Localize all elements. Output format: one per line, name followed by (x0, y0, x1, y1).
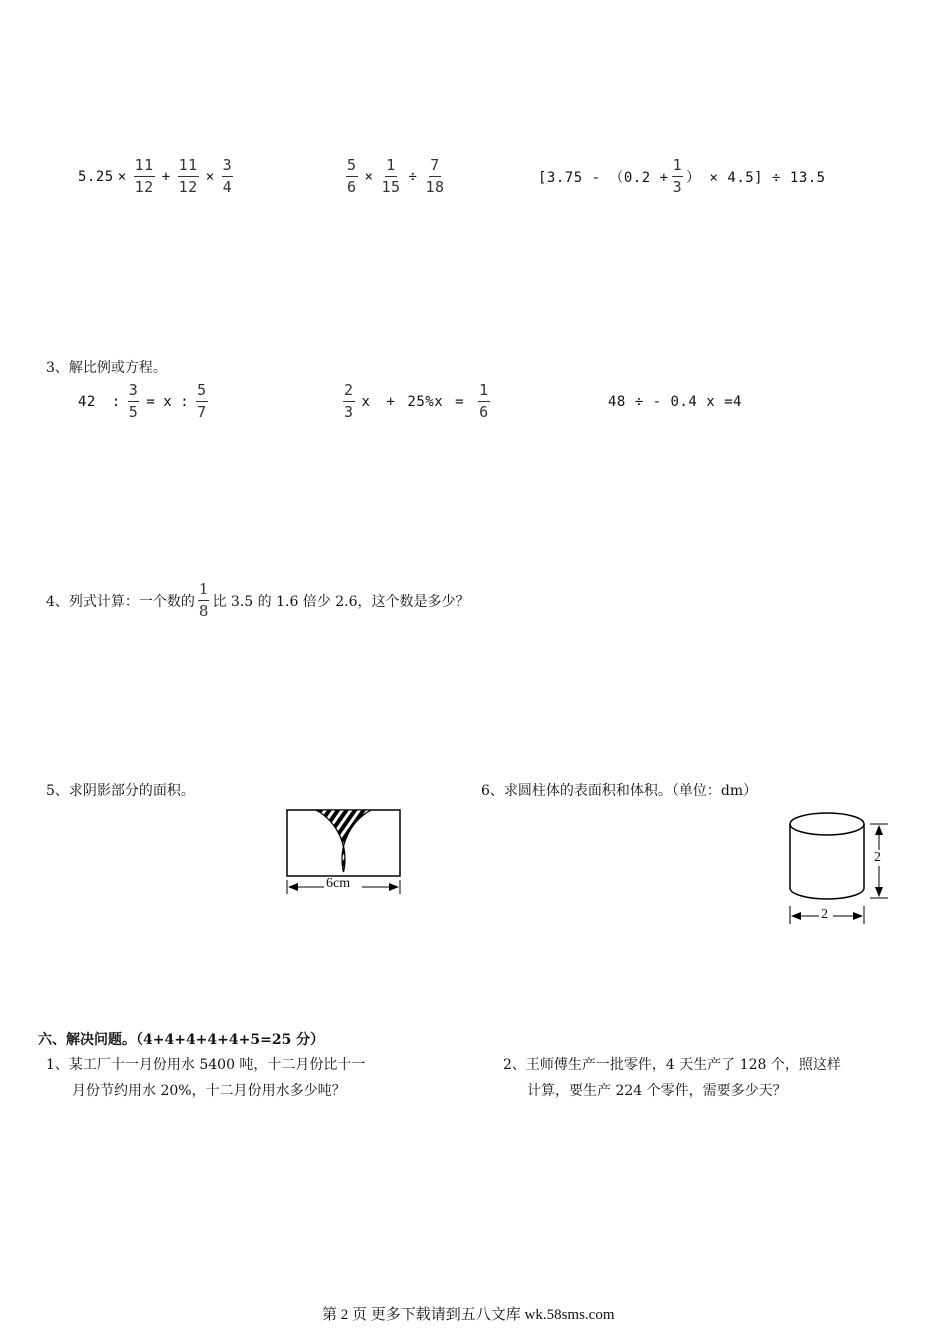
expr3-left: [3.75 - （0.2 + (538, 169, 669, 186)
q5-heading: 5、求阴影部分的面积。 (46, 783, 195, 799)
cylinder-height-label: 2 (874, 850, 881, 865)
fraction: $\frac{1}{15}$ (381, 156, 401, 196)
equation-3: 48 ÷ - 0.4 x =4 (608, 394, 742, 410)
q4-question (46, 582, 470, 619)
q4-prefix: 4、列式计算：一个数的 (46, 593, 195, 610)
page-footer: 第 2 页 更多下载请到五八文库 wk.58sms.com (322, 1307, 615, 1323)
equation-2 (340, 383, 493, 420)
cylinder-figure (782, 806, 897, 928)
problem-1-line-2: 月份节约用水 20%，十二月份用水多少吨？ (72, 1083, 346, 1099)
expression-2 (343, 158, 449, 195)
expression-3 (538, 158, 826, 195)
times-sign: × (205, 168, 215, 185)
percent-term: 25%x (407, 393, 444, 410)
times-sign: × (117, 168, 127, 185)
fraction: $\frac{3}{5}$ (128, 381, 139, 421)
fraction: $\frac{1}{6}$ (479, 381, 489, 421)
arrowhead-left (288, 883, 298, 891)
equals-sign: = (146, 393, 156, 410)
fraction: $\frac{3}{4}$ (222, 156, 233, 196)
fraction: $\frac{1}{3}$ (672, 156, 683, 196)
problem-2-line-1: 2、王师傅生产一批零件，4 天生产了 128 个，照这样 (503, 1057, 841, 1073)
fraction: $\frac{5}{6}$ (347, 156, 357, 196)
times-sign: × (364, 168, 374, 185)
fraction: $\frac{11}{12}$ (134, 156, 154, 196)
variable-x: x (163, 393, 173, 410)
fraction: $\frac{1}{8}$ (198, 580, 209, 620)
arrowhead-left (791, 912, 801, 920)
fraction: $\frac{5}{7}$ (197, 381, 207, 421)
q6-heading: 6、求圆柱体的表面积和体积。（单位：dm） (481, 783, 758, 799)
equation-1 (78, 383, 211, 420)
plus-sign: + (161, 168, 171, 185)
fraction: $\frac{2}{3}$ (344, 381, 354, 421)
q4-suffix: 比 3.5 的 1.6 倍少 2.6，这个数是多少？ (212, 593, 470, 610)
problem-2-line-2: 计算，要生产 224 个零件，需要多少天？ (527, 1083, 787, 1099)
arrowhead-right (853, 912, 863, 920)
q5-dimension-label: 6cm (326, 876, 351, 891)
eq1-number: 42 (78, 393, 96, 410)
cylinder-diameter-label: 2 (821, 907, 828, 922)
expression-1 (78, 158, 236, 195)
variable-x: x (361, 393, 371, 410)
colon: : (180, 393, 190, 410)
fraction: $\frac{7}{18}$ (425, 156, 445, 196)
problem-1-line-1: 1、某工厂十一月份用水 5400 吨，十二月份比十一 (46, 1057, 366, 1073)
arrowhead-down (875, 887, 883, 897)
cylinder-bottom (790, 888, 864, 899)
cylinder-top (790, 813, 864, 835)
expr3-right: ） × 4.5] ÷ 13.5 (686, 169, 826, 186)
plus-sign: + (386, 393, 396, 410)
equals-sign: = (455, 393, 465, 410)
fraction: $\frac{11}{12}$ (178, 156, 198, 196)
arrowhead-up (875, 825, 883, 835)
q3-heading: 3、解比例或方程。 (46, 360, 167, 376)
colon: : (111, 393, 121, 410)
section-6-title: 六、解决问题。（4+4+4+4+4+5=25 分） (38, 1032, 325, 1048)
arrowhead-right (389, 883, 399, 891)
divide-sign: ÷ (408, 168, 418, 185)
expr1-number: 5.25 (78, 168, 114, 185)
